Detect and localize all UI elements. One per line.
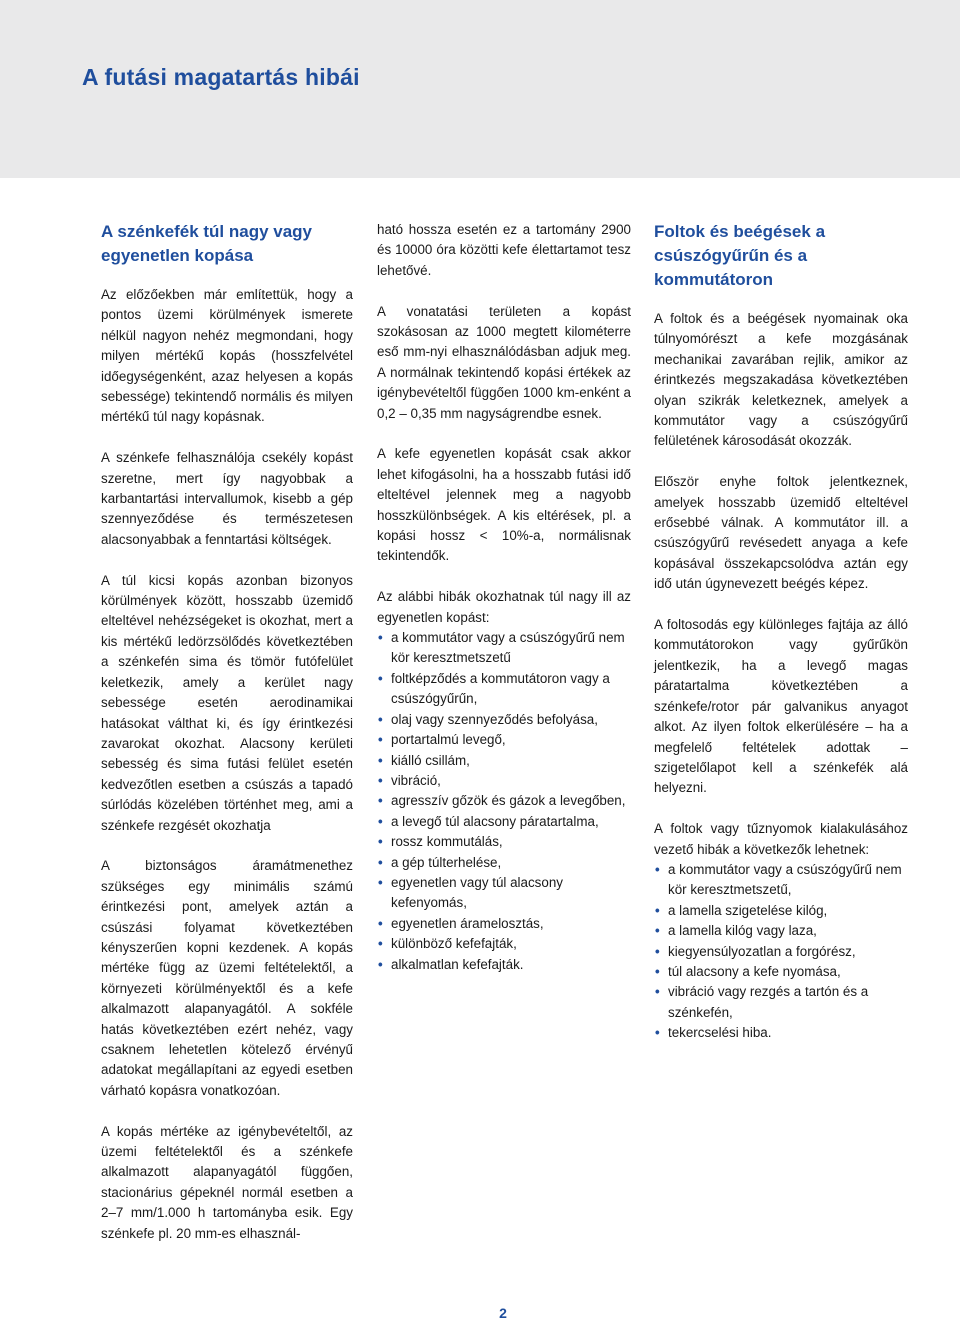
list-item-text: a kommutátor vagy a csúszógyűrű nem kör keresztmetszetű	[391, 630, 625, 666]
bullet-icon: •	[378, 670, 383, 686]
list-intro: A foltok vagy tűznyomok kialakulásához vezető hibák a következők lehetnek:	[654, 821, 908, 857]
list-item	[377, 934, 631, 954]
paragraph: Először enyhe foltok jelentkeznek, amelyek hosszabb üzemidő elteltével erősebbé válnak. A kommutátor ill. a csúszógyűrű revésedett anyaga a kefe kopásával összekapcsolódva aztán egy idő után úgynevezett beégés képez.	[654, 474, 908, 592]
list-item-text: olaj vagy szennyeződés befolyása,	[391, 711, 598, 727]
paragraph: ható hossza esetén ez a tartomány 2900 és 10000 óra közötti kefe élettartamot tesz lehetővé.	[377, 222, 631, 278]
list-item	[654, 921, 908, 941]
list-item-text: a lamella szigetelése kilóg,	[668, 902, 828, 918]
wear-causes-list	[377, 628, 631, 975]
bullet-icon: •	[378, 834, 383, 850]
list-item-text: a lamella kilóg vagy laza,	[668, 923, 817, 939]
bullet-icon: •	[378, 732, 383, 748]
bullet-icon: •	[655, 963, 660, 979]
section-heading-spots-burns: Foltok és beégések a csúszógyűrűn és a kommutátoron	[654, 222, 826, 289]
list-item-text: agresszív gőzök és gázok a levegőben,	[391, 793, 626, 809]
bullet-icon: •	[378, 936, 383, 952]
bullet-icon: •	[378, 772, 383, 788]
list-item-text: alkalmatlan kefefajták.	[391, 956, 524, 972]
bullet-icon: •	[378, 874, 383, 890]
list-item-text: egyenetlen vagy túl alacsony kefenyomás,	[391, 874, 563, 911]
list-item-text: tekercselési hiba.	[668, 1025, 772, 1041]
list-item	[377, 832, 631, 852]
bullet-icon: •	[378, 630, 383, 646]
paragraph: A biztonságos áramátmenethez szükséges egy minimális számú érintkezési pont, amelyek aztán a csúszási folyamat következtében kényszerűen kopni kezdenek. A kopás mértéke függ az üzemi feltételektől, a környezeti körülményektől és a kefe alkalmazott alapanyagától. A sokféle hatás következtében ezért nehéz, vagy csaknem lehetetlen kötelező érvényű adatokat megállapítani az egyedi esetben várható kopásra vonatkozóan.	[101, 858, 353, 1098]
list-item	[377, 914, 631, 934]
paragraph: A kefe egyenetlen kopását csak akkor lehet kifogásolni, ha a hosszabb futási idő elteltével jelennek meg a nagyobb hosszkülönbségek. A kis eltérések, pl. a kopási hossz < 10%-a, normálisnak tekintendők.	[377, 446, 631, 564]
paragraph: A kopás mértéke az igénybevételtől, az üzemi feltételektől és a szénkefe alkalmazott alapanyagától függően, stacionárius gépeknél normál esetben a 2–7 mm/1.000 h tartományba esik. Egy szénkefe pl. 20 mm-es elhasznál-	[101, 1123, 353, 1241]
bullet-icon: •	[378, 711, 383, 727]
list-item	[654, 901, 908, 921]
bullet-icon: •	[655, 923, 660, 939]
list-item	[654, 942, 908, 962]
list-item	[654, 1023, 908, 1043]
bullet-icon: •	[655, 1025, 660, 1041]
list-item	[377, 730, 631, 750]
list-item	[377, 853, 631, 873]
bullet-icon: •	[655, 902, 660, 918]
list-item-text: vibráció,	[391, 772, 441, 788]
list-item	[377, 791, 631, 811]
list-item	[377, 812, 631, 832]
bullet-icon: •	[378, 752, 383, 768]
column-3	[654, 220, 908, 1064]
list-item	[377, 955, 631, 975]
list-item-text: portartalmú levegő,	[391, 732, 506, 748]
list-item-text: különböző kefefajták,	[391, 936, 517, 952]
list-item-text: rossz kommutálás,	[391, 834, 503, 850]
list-item	[654, 860, 908, 901]
paragraph: A foltosodás egy különleges fajtája az álló kommutátorokon vagy gyűrűkön jelentkezik, ha a levegő magas páratartalma következtében a szénkefe/rotor pár galvanikus anyagot alkot. Az ilyen foltok elkerülésére – ha a megfelelő feltételek adottak – szigetelőlapot kell a szénkefék alá helyezni.	[654, 617, 908, 796]
column-2	[377, 220, 631, 995]
list-item-text: kiálló csillám,	[391, 752, 470, 768]
paragraph: A túl kicsi kopás azonban bizonyos körülmények között, hosszabb üzemidő elteltével nehézségeket is okozhat, mert a kis mértékű ledörzsölődés következtében a szénkefén sima és tömör futófelület keletkezik, amely a kerület nagy sebessége esetén aerodinamikai hatásokat válthat ki, és így érintkezési zavarokat okozhat. Alacsony kerületi sebesség és sima futási felület esetén kedvezőtlen esetben a csúszás a tapadó súrlódás közelében történhet meg, ami a szénkefe rezgését okozhatja	[101, 572, 353, 833]
list-item	[654, 962, 908, 982]
list-item	[377, 873, 631, 914]
bullet-icon: •	[378, 854, 383, 870]
page-number: 2	[499, 1305, 507, 1321]
list-item-text: a gép túlterhelése,	[391, 854, 502, 870]
list-item-text: foltképződés a kommutátoron vagy a csúszógyűrűn,	[391, 670, 610, 707]
paragraph: A foltok és a beégések nyomainak oka túlnyomórészt a kefe mozgásának mechanikai zavarában rejlik, amikor az érintkezés megszakadása következtében olyan szikrák keletkeznek, amelyek a kommutátor vagy a csúszógyűrű felületének károsodását okozzák.	[654, 311, 908, 449]
list-item-text: túl alacsony a kefe nyomása,	[668, 963, 841, 979]
bullet-icon: •	[378, 915, 383, 931]
bullet-icon: •	[378, 956, 383, 972]
list-item	[377, 669, 631, 710]
list-item	[377, 710, 631, 730]
list-item-text: vibráció vagy rezgés a tartón és a szénkefén,	[668, 984, 869, 1020]
list-item-text: a levegő túl alacsony páratartalma,	[391, 813, 599, 829]
paragraph: Az előzőekben már említettük, hogy a pontos üzemi körülmények ismerete nélkül nagyon nehéz megmondani, hogy milyen mértékű kopás (hosszfelvétel időegységenként, azaz helyesen a kopás sebessége) tekintendő normális és milyen mértékű túl nagy kopásnak.	[101, 287, 353, 425]
list-item	[377, 628, 631, 669]
bullet-icon: •	[655, 861, 660, 877]
bullet-icon: •	[655, 943, 660, 959]
paragraph: A vonatatási területen a kopást szokásosan az 1000 megtett kilométerre eső mm-nyi elhasználódásban adjuk meg. A normálnak tekintendő kopási értékek az igénybevételtől függően 1000 km-enként a 0,2 – 0,35 mm nagyságrendbe esnek.	[377, 303, 631, 421]
list-item	[377, 751, 631, 771]
list-item-text: egyenetlen áramelosztás,	[391, 915, 544, 931]
list-intro: Az alábbi hibák okozhatnak túl nagy ill az egyenetlen kopást:	[377, 589, 631, 625]
bullet-icon: •	[655, 984, 660, 1000]
list-item	[654, 982, 908, 1023]
list-item-text: kiegyensúlyozatlan a forgórész,	[668, 943, 856, 959]
list-item	[377, 771, 631, 791]
list-item-text: a kommutátor vagy a csúszógyűrű nem kör keresztmetszetű,	[668, 861, 902, 898]
page-title: A futási magatartás hibái	[82, 64, 360, 90]
spot-causes-list	[654, 860, 908, 1044]
column-1	[101, 220, 353, 1244]
bullet-icon: •	[378, 813, 383, 829]
bullet-icon: •	[378, 793, 383, 809]
paragraph: A szénkefe felhasználója csekély kopást szeretne, mert így nagyobbak a karbantartási intervallumok, kisebb a gép szennyeződése és természetesen alacsonyabbak a fenntartási költségek.	[101, 450, 353, 547]
section-heading-excessive-wear: A szénkefék túl nagy vagy egyenetlen kopása	[101, 222, 313, 265]
